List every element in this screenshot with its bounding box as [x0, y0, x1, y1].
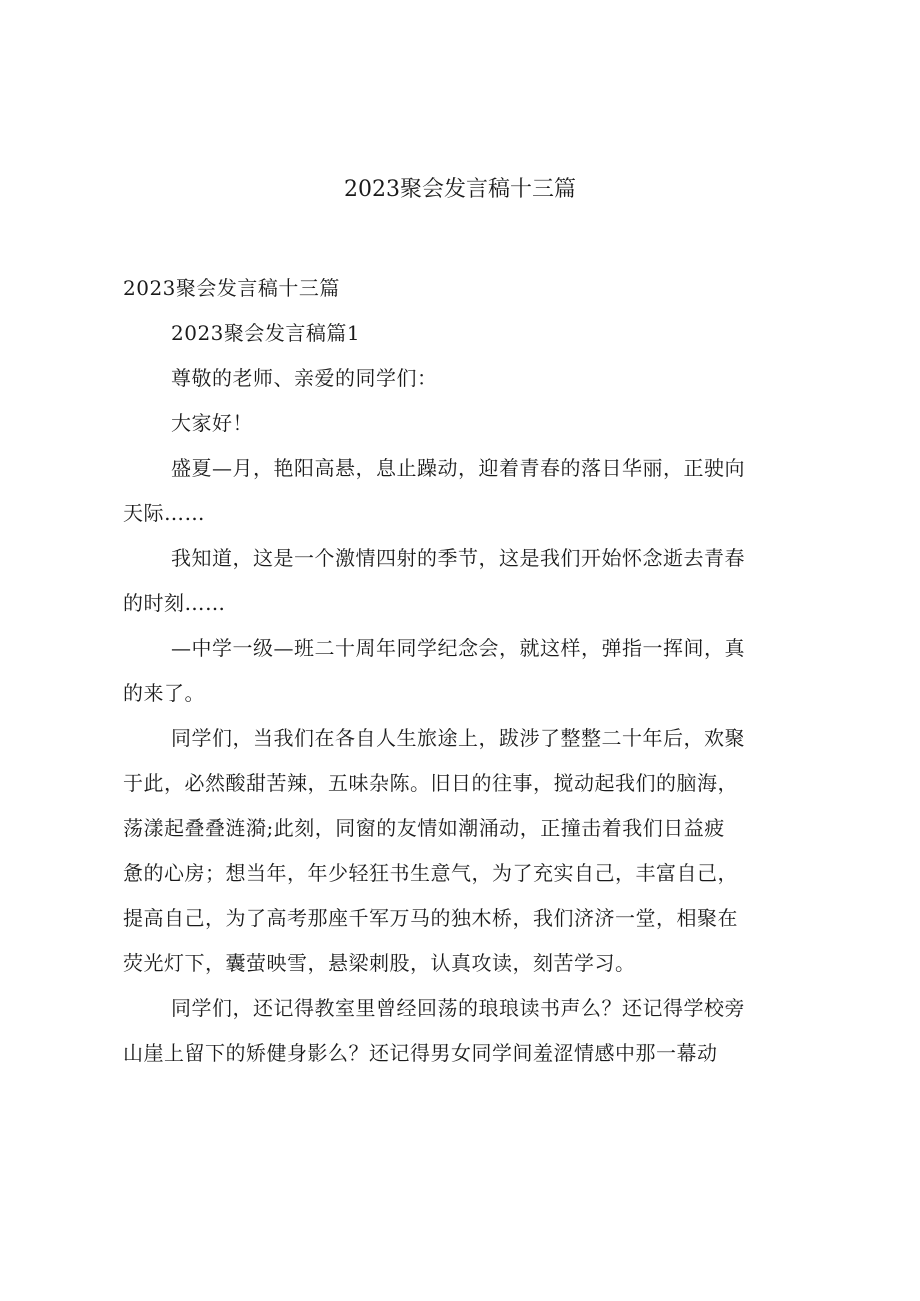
text-line: 同学们，当我们在各自人生旅途上，跋涉了整整二十年后，欢聚: [171, 726, 745, 750]
document-title: 2023聚会发言稿十三篇: [344, 177, 576, 202]
text-line: 荧光灯下，囊萤映雪，悬梁刺股，认真攻读，刻苦学习。: [123, 951, 636, 975]
text-line: 盛夏—月，艳阳高悬，息止躁动，迎着青春的落日华丽，正驶向: [171, 456, 745, 480]
text-line: 2023聚会发言稿篇1: [171, 321, 361, 345]
text-line: 山崖上留下的矫健身影么？还记得男女同学间羞涩情感中那一幕动: [123, 1041, 718, 1065]
text-line: 的时刻……: [123, 591, 226, 615]
document-body: [123, 266, 823, 1076]
text-line: 大家好！: [171, 411, 253, 435]
text-line: 我知道，这是一个激情四射的季节，这是我们开始怀念逝去青春: [171, 546, 745, 570]
text-line: 同学们，还记得教室里曾经回荡的琅琅读书声么？还记得学校旁: [171, 996, 745, 1020]
text-line: 于此，必然酸甜苦辣，五味杂陈。旧日的往事，搅动起我们的脑海，: [123, 771, 738, 795]
text-line: 惫的心房；想当年，年少轻狂书生意气，为了充实自己，丰富自己，: [123, 861, 738, 885]
text-line: —中学一级—班二十周年同学纪念会，就这样，弹指一挥间，真: [171, 636, 745, 660]
text-line: 提高自己，为了高考那座千军万马的独木桥，我们济济一堂，相聚在: [123, 906, 738, 930]
text-line: 荡漾起叠叠涟漪;此刻，同窗的友情如潮涌动，正撞击着我们日益疲: [123, 816, 725, 840]
text-line: 2023聚会发言稿十三篇: [123, 276, 340, 300]
text-line: 尊敬的老师、亲爱的同学们：: [171, 366, 438, 390]
text-line: 的来了。: [123, 681, 205, 705]
text-line: 天际……: [123, 501, 205, 525]
